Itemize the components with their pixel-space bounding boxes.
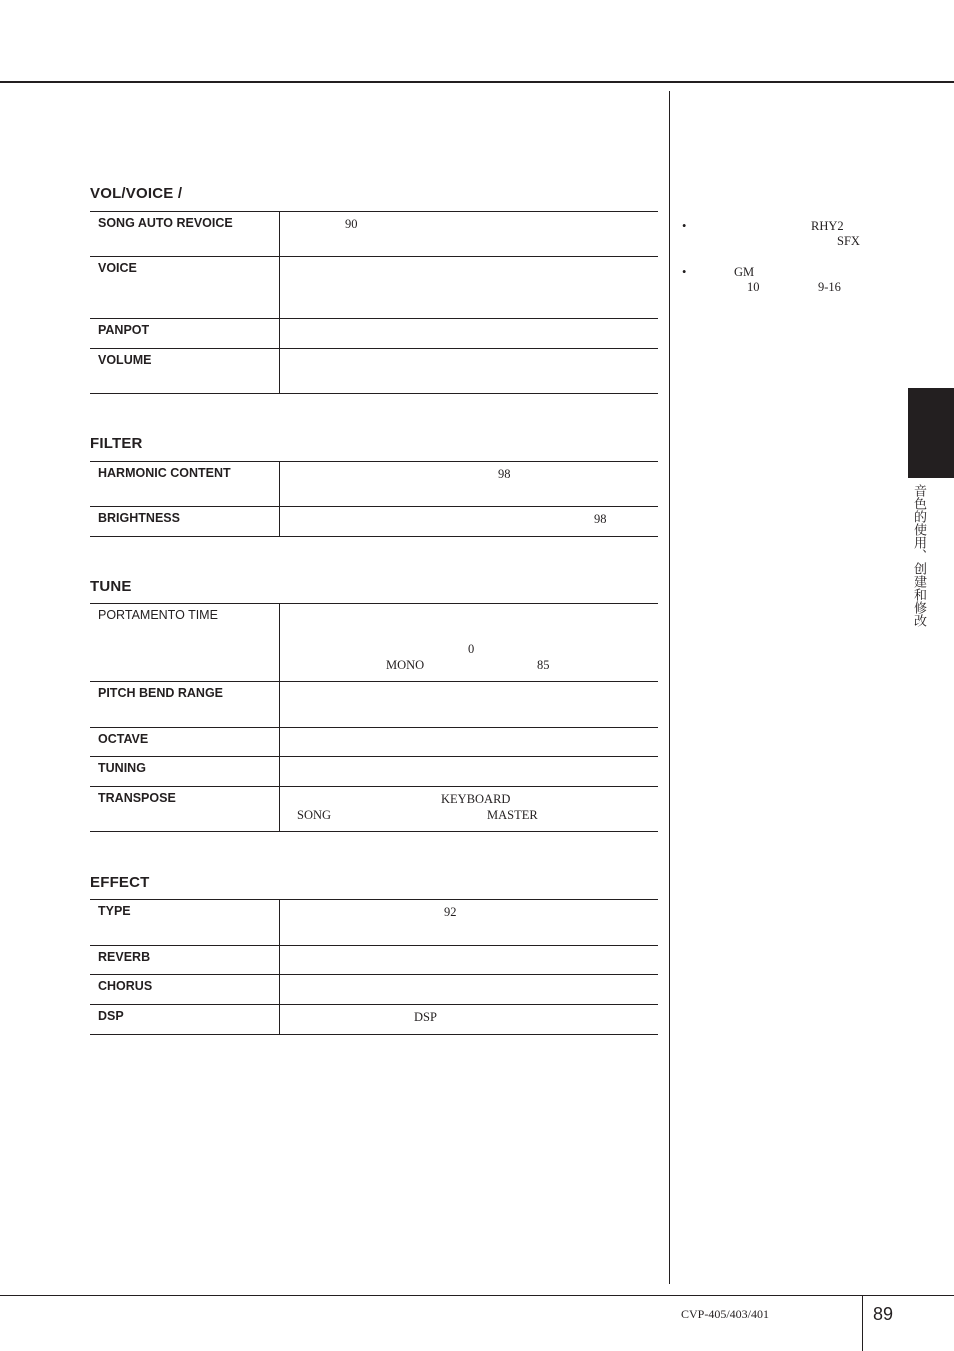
section-title-filter: FILTER	[90, 435, 143, 452]
param-desc: 92	[444, 905, 457, 919]
param-name: TRANSPOSE	[90, 787, 280, 832]
table-row	[90, 507, 658, 537]
table-row	[90, 682, 658, 728]
chapter-label: 音色的使用、创建和修改	[911, 484, 926, 627]
page-number: 89	[873, 1304, 894, 1324]
table-row	[90, 349, 658, 394]
param-desc: DSP	[414, 1010, 437, 1024]
param-desc	[280, 349, 659, 394]
table-row	[90, 975, 658, 1005]
table-row	[90, 462, 658, 507]
param-name: TYPE	[90, 900, 280, 946]
param-desc	[280, 946, 659, 975]
param-name: DSP	[90, 1005, 280, 1035]
chapter-tab	[908, 388, 954, 478]
header-rule	[0, 81, 954, 83]
param-name: CHORUS	[90, 975, 280, 1005]
table-row	[90, 319, 658, 349]
footer-rule	[0, 1295, 954, 1296]
param-desc	[280, 975, 659, 1005]
param-name: VOICE	[90, 257, 280, 319]
param-table-effect	[90, 899, 658, 1035]
section-title-vol-voice: VOL/VOICE /	[90, 185, 183, 202]
param-desc: 98	[594, 512, 607, 526]
param-name: PITCH BEND RANGE	[90, 682, 280, 728]
param-desc	[280, 757, 659, 787]
param-name: REVERB	[90, 946, 280, 975]
param-name: PANPOT	[90, 319, 280, 349]
table-row	[90, 1005, 658, 1035]
table-row	[90, 212, 658, 257]
param-name: BRIGHTNESS	[90, 507, 280, 537]
param-name: HARMONIC CONTENT	[90, 462, 280, 507]
param-desc: KEYBOARD SONG MASTER	[297, 792, 538, 822]
model-number: CVP-405/403/401	[681, 1307, 770, 1321]
table-row	[90, 900, 658, 946]
param-name: OCTAVE	[90, 728, 280, 757]
param-name: TUNING	[90, 757, 280, 787]
param-desc	[280, 682, 659, 728]
param-table-filter	[90, 461, 658, 537]
param-desc	[280, 728, 659, 757]
table-row	[90, 787, 658, 832]
table-row	[90, 757, 658, 787]
param-desc: 90	[345, 217, 358, 231]
param-table-tune	[90, 603, 658, 832]
param-desc: 98	[498, 467, 511, 481]
param-desc	[280, 319, 659, 349]
section-title-tune: TUNE	[90, 578, 132, 595]
param-name: SONG AUTO REVOICE	[90, 212, 280, 257]
table-row	[90, 257, 658, 319]
table-row	[90, 728, 658, 757]
param-desc: 0 MONO 85	[386, 642, 550, 672]
param-table-vol-voice	[90, 211, 658, 394]
section-title-effect: EFFECT	[90, 874, 150, 891]
footer-divider	[862, 1296, 863, 1351]
column-divider	[669, 91, 670, 1284]
param-name: VOLUME	[90, 349, 280, 394]
table-row	[90, 604, 658, 682]
table-row	[90, 946, 658, 975]
param-name: PORTAMENTO TIME	[90, 604, 280, 682]
param-desc	[280, 257, 659, 319]
